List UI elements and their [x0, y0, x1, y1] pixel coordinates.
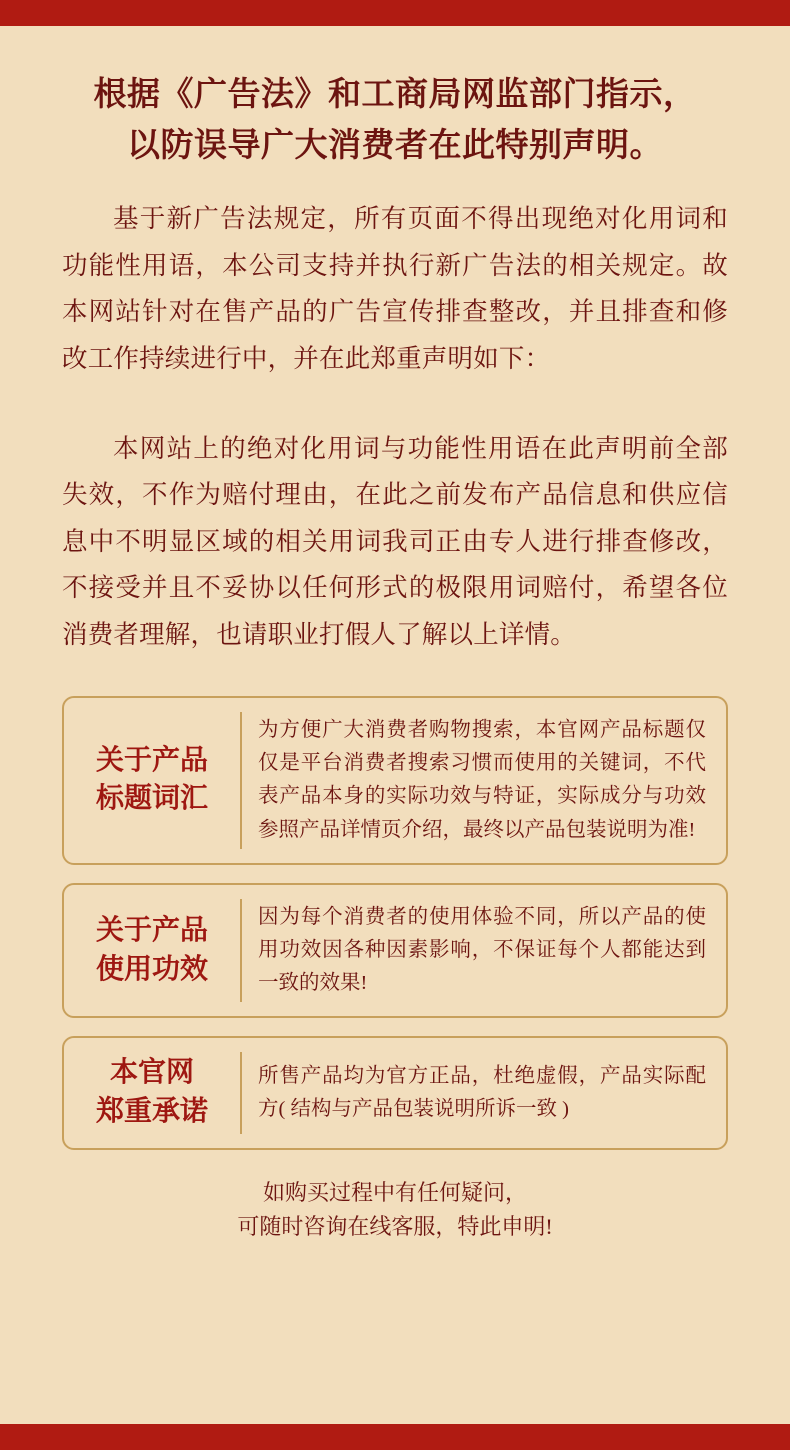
page-title-line1: 根据《广告法》和工商局网监部门指示， — [93, 77, 697, 113]
page-title-line2: 以防误导广大消费者在此特别声明。 — [127, 128, 663, 165]
notice-card-label-line2: 标题词汇 — [95, 783, 208, 815]
content-area — [0, 26, 790, 1424]
notice-card-label-line1: 本官网 — [109, 1057, 194, 1089]
notice-card-label — [74, 899, 242, 1003]
notice-card-label-line1: 关于产品 — [95, 914, 208, 946]
notice-card-label-line1: 关于产品 — [95, 744, 208, 776]
notice-card-product-title — [62, 696, 728, 865]
footer-note — [62, 1176, 728, 1244]
notice-card-text: 所售产品均为官方正品，杜绝虚假，产品实际配方( 结构与产品包装说明所诉一致 ) — [258, 1064, 706, 1120]
footer-line2: 可随时咨询在线客服，特此申明! — [237, 1213, 553, 1239]
notice-card-product-effect — [62, 883, 728, 1019]
notice-card-text: 因为每个消费者的使用体验不同，所以产品的使用功效因各种因素影响，不保证每个人都能达到一致的效果! — [258, 905, 706, 995]
notice-card-label — [74, 1052, 242, 1133]
notice-card-label-line2: 郑重承诺 — [95, 1095, 208, 1127]
notice-card-list — [62, 696, 728, 1150]
notice-card-text: 为方便广大消费者购物搜索，本官网产品标题仅仅是平台消费者搜索习惯而使用的关键词，不代表产品本身的实际功效与特证，实际成分与功效参照产品详情页介绍，最终以产品包装说明为准! — [258, 718, 706, 841]
page-title — [62, 70, 728, 172]
paragraph-2: 本网站上的绝对化用词与功能性用语在此声明前全部失效，不作为赔付理由，在此之前发布产品信息和供应信息中不明显区域的相关用词我司正由专人进行排查修改，不接受并且不妥协以任何形式的极限用词赔付，希望各位消费者理解，也请职业打假人了解以上详情。 — [62, 433, 728, 649]
paragraph-1: 基于新广告法规定，所有页面不得出现绝对化用词和功能性用语，本公司支持并执行新广告法的相关规定。故本网站针对在售产品的广告宣传排查整改，并且排查和修改工作持续进行中，并在此郑重声明如下： — [62, 204, 728, 373]
footer-line1: 如购买过程中有任何疑问， — [262, 1179, 527, 1205]
notice-card-label-line2: 使用功效 — [95, 953, 208, 985]
notice-card-label — [74, 712, 242, 849]
notice-card-official-promise — [62, 1036, 728, 1149]
